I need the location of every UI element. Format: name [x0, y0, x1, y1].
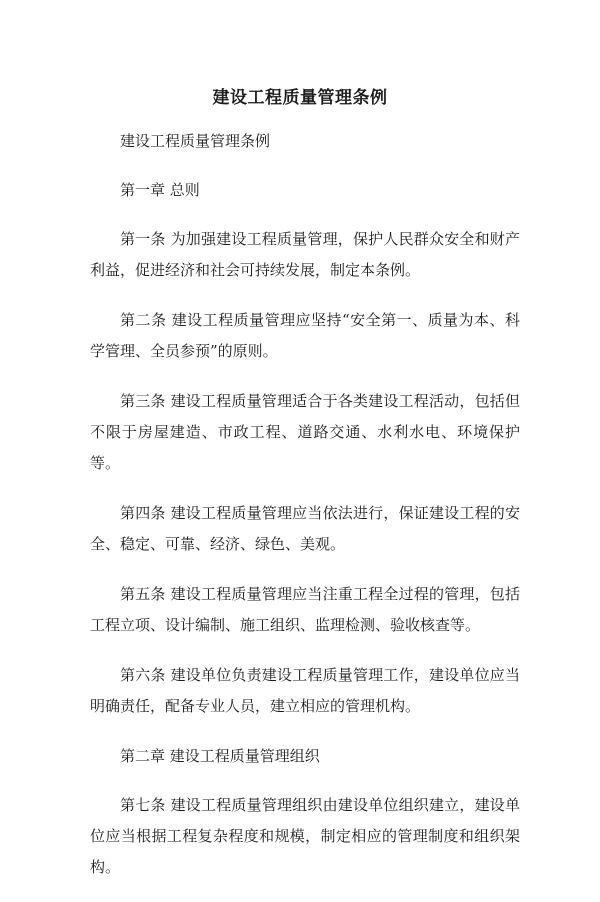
document-title: 建设工程质量管理条例: [212, 88, 388, 108]
chapter-heading-2: 第二章 建设工程质量管理组织: [120, 747, 320, 765]
document-body: [90, 126, 520, 902]
paragraph-subtitle: 建设工程质量管理条例: [120, 132, 271, 150]
article-7: 第七条 建设工程质量管理组织由建设单位组织建立，建设单位应当根据工程复杂程度和规模，制定相应的管理制度和组织架构。: [90, 796, 520, 876]
chapter-heading-1: 第一章 总则: [120, 181, 200, 199]
article-2: 第二条 建设工程质量管理应坚持“安全第一、质量为本、科学管理、全员参预”的原则。: [90, 311, 520, 360]
article-4: 第四条 建设工程质量管理应当依法进行，保证建设工程的安全、稳定、可靠、经济、绿色、美观。: [90, 504, 520, 553]
article-6: 第六条 建设单位负责建设工程质量管理工作，建设单位应当明确责任，配备专业人员，建立相应的管理机构。: [90, 666, 520, 715]
article-3: 第三条 建设工程质量管理适合于各类建设工程活动，包括但不限于房屋建造、市政工程、道路交通、水利水电、环境保护等。: [90, 392, 520, 472]
article-5: 第五条 建设工程质量管理应当注重工程全过程的管理，包括工程立项、设计编制、施工组织、监理检测、验收核查等。: [90, 585, 520, 634]
article-1: 第一条 为加强建设工程质量管理，保护人民群众安全和财产利益，促进经济和社会可持续发展，制定本条例。: [90, 230, 520, 279]
